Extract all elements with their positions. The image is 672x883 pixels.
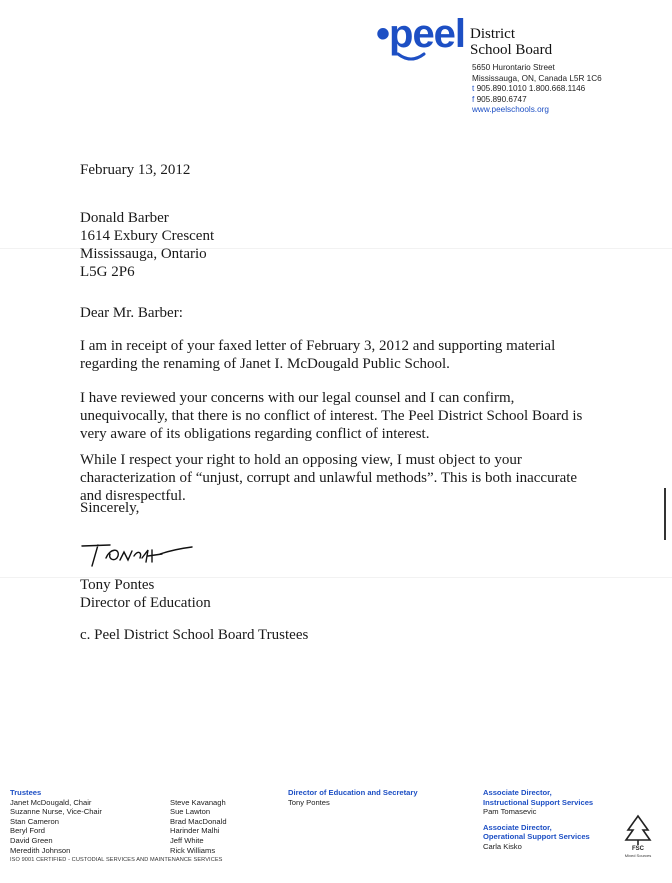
director-column xyxy=(288,788,418,807)
recipient-line: Donald Barber xyxy=(80,210,169,226)
recipient-line: 1614 Exbury Crescent xyxy=(80,228,215,244)
org-name-line1: District xyxy=(470,26,515,42)
fax-prefix: f xyxy=(472,94,475,104)
fsc-label: FSC xyxy=(632,846,644,852)
city: Mississauga, ON, Canada L5R 1C6 xyxy=(472,73,602,83)
trustee-name: Steve Kavanagh xyxy=(170,797,226,807)
signer-title: Director of Education xyxy=(80,595,211,611)
smile-icon xyxy=(396,52,426,62)
recipient-line: L5G 2P6 xyxy=(80,264,135,280)
cc-line: c. Peel District School Board Trustees xyxy=(80,627,309,643)
peel-logo xyxy=(376,14,566,62)
letterhead-address xyxy=(472,63,602,116)
fsc-sub: Mixed Sources xyxy=(624,853,652,858)
phone: 905.890.1010 1.800.668.1146 xyxy=(476,84,586,94)
trustee-name: Suzanne Nurse, Vice-Chair xyxy=(10,807,102,817)
paragraph: I have reviewed your concerns with our legal counsel and I can confirm, unequivocally, that there is no conflict of interest. The Peel District School Board is very aware of its obligations regarding conflict of interest. xyxy=(80,390,583,442)
recipient-block xyxy=(80,209,214,281)
assoc-name: Carla Kisko xyxy=(483,841,522,851)
paragraph: While I respect your right to hold an opposing view, I must object to your characterization of “unjust, corrupt and unlawful methods”. This is both inaccurate and disrespectful. xyxy=(80,452,578,504)
logo-wordmark: •peel xyxy=(376,12,466,56)
trustee-name: Jeff White xyxy=(170,835,204,845)
street: 5650 Hurontario Street xyxy=(472,63,555,72)
fsc-logo xyxy=(620,814,656,860)
salutation: Dear Mr. Barber: xyxy=(80,305,183,321)
letterhead-footer xyxy=(0,788,672,883)
edge-mark xyxy=(664,488,666,540)
assoc-name: Pam Tomasevic xyxy=(483,807,537,817)
fax-line xyxy=(472,95,602,106)
trustees-heading: Trustees xyxy=(10,788,42,797)
tree-icon xyxy=(620,814,656,846)
trustee-name: Beryl Ford xyxy=(10,826,46,836)
assoc-heading: Operational Support Services xyxy=(483,832,590,842)
director-name: Tony Pontes xyxy=(288,797,330,807)
trustee-name: Janet McDougald, Chair xyxy=(10,797,92,807)
assoc-heading: Associate Director, xyxy=(483,788,552,797)
trustee-name: Harinder Malhi xyxy=(170,826,220,836)
iso-note: ISO 9001 CERTIFIED - CUSTODIAL SERVICES AND MAINTENANCE SERVICES xyxy=(10,857,223,863)
trustee-name: Sue Lawton xyxy=(170,807,211,817)
phone-prefix: t xyxy=(472,84,475,94)
phone-line xyxy=(472,84,602,95)
assoc-heading: Associate Director, xyxy=(483,822,552,832)
director-heading: Director of Education and Secretary xyxy=(288,788,418,797)
paragraph: I am in receipt of your faxed letter of February 3, 2012 and supporting material regarding the renaming of Janet I. McDougald Public School. xyxy=(80,338,556,372)
trustee-name: Brad MacDonald xyxy=(170,816,227,826)
closing: Sincerely, xyxy=(80,500,140,516)
trustee-name: Meredith Johnson xyxy=(10,845,71,855)
trustee-name: David Green xyxy=(10,835,53,845)
trustee-name: Stan Cameron xyxy=(10,816,59,826)
trustees-column xyxy=(10,788,102,855)
fax: 905.890.6747 xyxy=(476,94,527,104)
letter-date: February 13, 2012 xyxy=(80,162,191,178)
trustees-column xyxy=(170,798,227,856)
associate-director-column xyxy=(483,788,593,852)
org-name-line2: School Board xyxy=(470,42,553,58)
signer-name: Tony Pontes xyxy=(80,577,155,593)
assoc-heading: Instructional Support Services xyxy=(483,797,594,807)
recipient-line: Mississauga, Ontario xyxy=(80,246,207,262)
website-link[interactable]: www.peelschools.org xyxy=(472,105,549,115)
trustee-name: Rick Williams xyxy=(170,845,216,855)
signature-image xyxy=(76,530,196,570)
